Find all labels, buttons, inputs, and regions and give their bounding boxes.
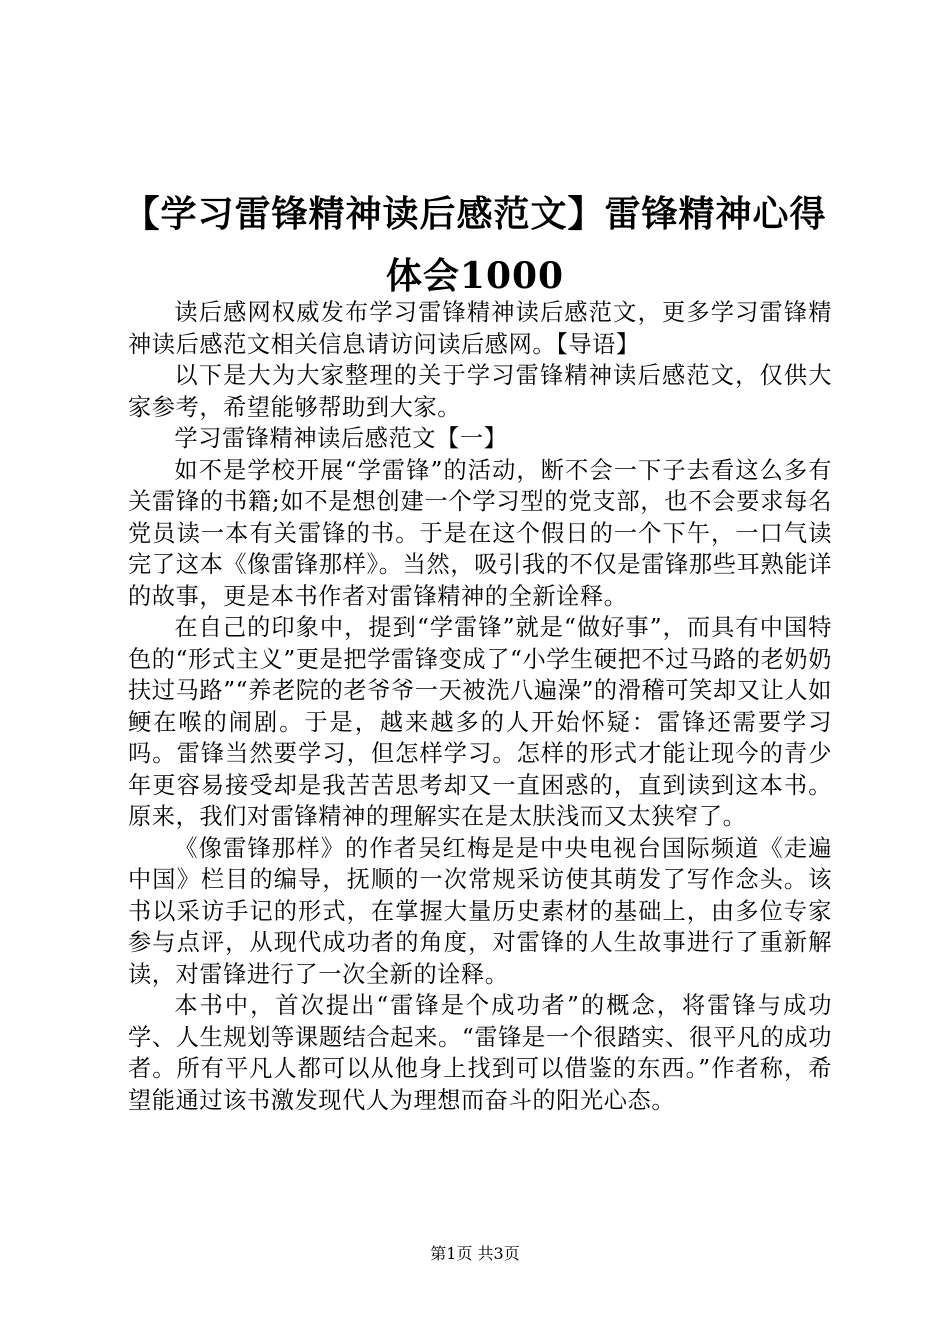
paragraph: 如不是学校开展“学雷锋”的活动，断不会一下子去看这么多有关雷锋的书籍;如不是想创建一个学习型的党支部，也不会要求每名党员读一本有关雷锋的书。于是在这个假日的一个下午，一口气读完了这本《像雷锋那样》。当然，吸引我的不仅是雷锋那些耳熟能详的故事，更是本书作者对雷锋精神的全新诠释。 [128, 456, 832, 610]
page-title: 【学习雷锋精神读后感范文】雷锋精神心得体会1000 [123, 193, 827, 297]
paragraph-intro: 读后感网权威发布学习雷锋精神读后感范文，更多学习雷锋精神读后感范文相关信息请访问读后感网。【导语】 [128, 299, 832, 358]
document-body [128, 297, 832, 1116]
paragraph: 在自己的印象中，提到“学雷锋”就是“做好事”，而具有中国特色的“形式主义”更是把学雷锋变成了“小学生硬把不过马路的老奶奶扶过马路”“养老院的老爷爷一天被洗八遍澡”的滑稽可笑却又让人如鲠在喉的闹剧。于是，越来越多的人开始怀疑：雷锋还需要学习吗。雷锋当然要学习，但怎样学习。怎样的形式才能让现今的青少年更容易接受却是我苦苦思考却又一直困惑的，直到读到这本书。原来，我们对雷锋精神的理解实在是太肤浅而又太狭窄了。 [128, 614, 832, 830]
paragraph-guide: 以下是大为大家整理的关于学习雷锋精神读后感范文，仅供大家参考，希望能够帮助到大家。 [128, 362, 832, 421]
paragraph: 《像雷锋那样》的作者吴红梅是是中央电视台国际频道《走遍中国》栏目的编导，抚顺的一次常规采访使其萌发了写作念头。该书以采访手记的形式，在掌握大量历史素材的基础上，由多位专家参与点评，从现代成功者的角度，对雷锋的人生故事进行了重新解读，对雷锋进行了一次全新的诠释。 [128, 834, 832, 988]
page-number-footer: 第1页 共3页 [430, 1244, 520, 1263]
section-heading: 学习雷锋精神读后感范文【一】 [174, 425, 508, 452]
paragraph: 本书中，首次提出“雷锋是个成功者”的概念，将雷锋与成功学、人生规划等课题结合起来。“雷锋是一个很踏实、很平凡的成功者。所有平凡人都可以从他身上找到可以借鉴的东西。”作者称，希望能通过该书激发现代人为理想而奋斗的阳光心态。 [128, 992, 832, 1114]
